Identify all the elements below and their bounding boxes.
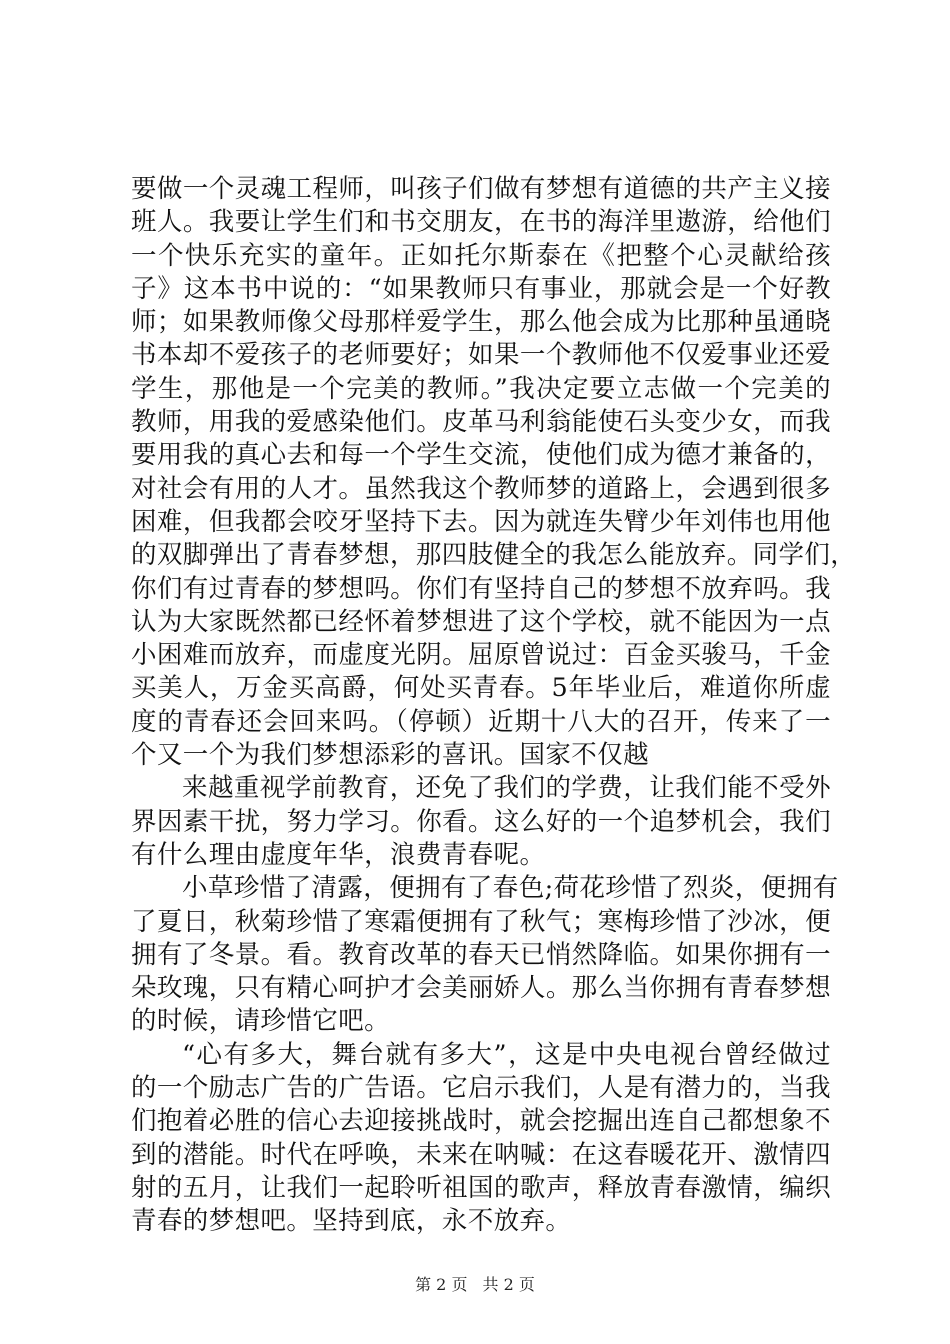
text-line: 教师，用我的爱感染他们。皮革马利翁能使石头变少女，而我	[131, 407, 831, 438]
text-line: 对社会有用的人才。虽然我这个教师梦的道路上，会遇到很多	[131, 473, 831, 504]
text-line: 小草珍惜了清露，便拥有了春色;荷花珍惜了烈炎，便拥有	[182, 873, 839, 904]
text-line: 你们有过青春的梦想吗。你们有坚持自己的梦想不放弃吗。我	[131, 573, 831, 604]
text-line: 子》这本书中说的：“如果教师只有事业，那就会是一个好教	[131, 273, 831, 304]
page-total: 共 2 页	[482, 1275, 535, 1294]
text-line: “心有多大，舞台就有多大”，这是中央电视台曾经做过	[182, 1039, 831, 1070]
page-number: 第 2 页	[415, 1275, 468, 1294]
text-line: 书本却不爱孩子的老师要好；如果一个教师他不仅爱事业还爱	[131, 340, 831, 371]
text-line: 的时候，请珍惜它吧。	[131, 1006, 391, 1037]
document-body	[131, 173, 857, 1239]
text-line: 的双脚弹出了青春梦想，那四肢健全的我怎么能放弃。同学们，	[131, 540, 857, 571]
text-line: 度的青春还会回来吗。（停顿）近期十八大的召开，传来了一	[131, 706, 831, 737]
text-line: 有什么理由虚度年华，浪费青春呢。	[131, 839, 546, 870]
text-line: 青春的梦想吧。坚持到底，永不放弃。	[131, 1206, 572, 1237]
text-line: 认为大家既然都已经怀着梦想进了这个学校，就不能因为一点	[131, 606, 831, 637]
text-line: 射的五月，让我们一起聆听祖国的歌声，释放青春激情，编织	[131, 1172, 831, 1203]
text-line: 的一个励志广告的广告语。它启示我们，人是有潜力的，当我	[131, 1073, 831, 1104]
text-line: 一个快乐充实的童年。正如托尔斯泰在《把整个心灵献给孩	[131, 240, 831, 271]
text-line: 来越重视学前教育，还免了我们的学费，让我们能不受外	[182, 773, 831, 804]
text-line: 个又一个为我们梦想添彩的喜讯。国家不仅越	[131, 740, 650, 771]
page-footer	[0, 1272, 950, 1295]
text-line: 困难，但我都会咬牙坚持下去。因为就连失臂少年刘伟也用他	[131, 506, 831, 537]
text-line: 到的潜能。时代在呼唤，未来在呐喊：在这春暖花开、激情四	[131, 1139, 831, 1170]
text-line: 朵玫瑰，只有精心呵护才会美丽娇人。那么当你拥有青春梦想	[131, 973, 831, 1004]
text-line: 买美人，万金买高爵，何处买青春。5年毕业后，难道你所虚	[131, 673, 831, 704]
text-line: 班人。我要让学生们和书交朋友，在书的海洋里遨游，给他们	[131, 207, 831, 238]
text-line: 要做一个灵魂工程师，叫孩子们做有梦想有道德的共产主义接	[131, 174, 831, 204]
text-line: 小困难而放弃，而虚度光阴。屈原曾说过：百金买骏马，千金	[131, 640, 831, 671]
text-line: 拥有了冬景。看。教育改革的春天已悄然降临。如果你拥有一	[131, 939, 831, 970]
text-line: 们抱着必胜的信心去迎接挑战时，就会挖掘出连自己都想象不	[131, 1106, 831, 1137]
text-line: 师；如果教师像父母那样爱学生，那么他会成为比那种虽通晓	[131, 307, 831, 338]
text-line: 学生，那他是一个完美的教师。”我决定要立志做一个完美的	[131, 373, 831, 404]
text-line: 了夏日，秋菊珍惜了寒霜便拥有了秋气；寒梅珍惜了沙冰，便	[131, 906, 831, 937]
text-line: 界因素干扰，努力学习。你看。这么好的一个追梦机会，我们	[131, 806, 831, 837]
text-line: 要用我的真心去和每一个学生交流，使他们成为德才兼备的，	[131, 440, 831, 471]
